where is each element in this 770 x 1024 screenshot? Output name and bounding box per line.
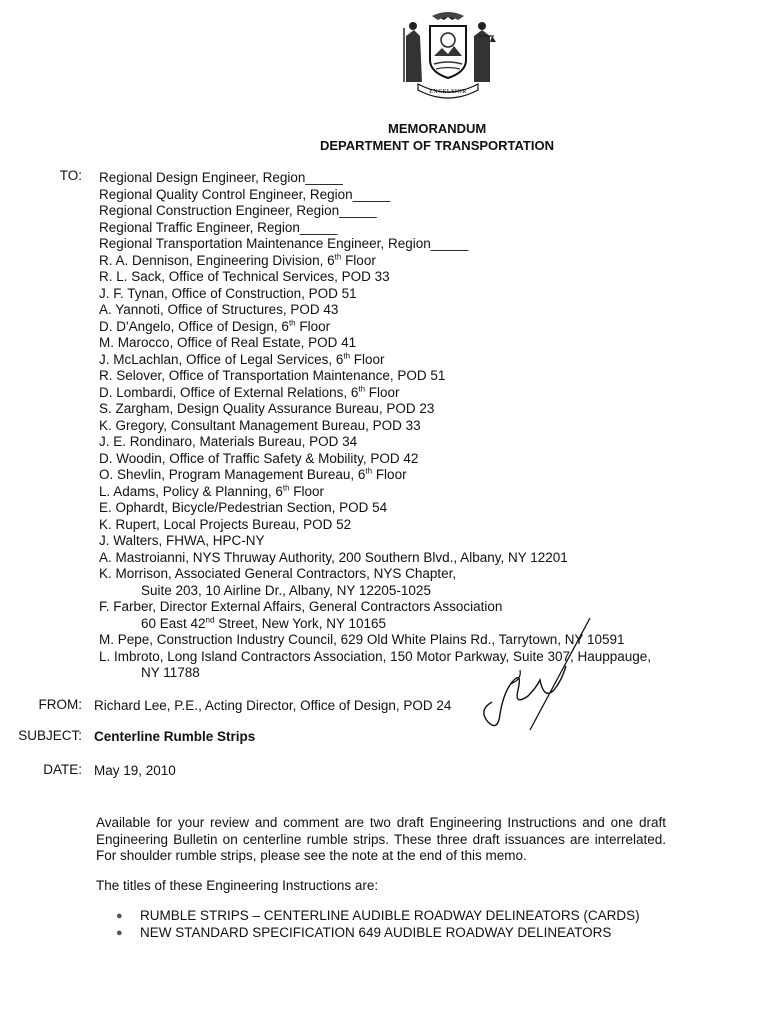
recipient-item-continued: 60 East 42nd Street, New York, NY 10165 bbox=[141, 615, 387, 631]
recipient-item: A. Mastroianni, NYS Thruway Authority, 200 Southern Blvd., Albany, NY 12201 bbox=[99, 549, 568, 565]
seal-motto: EXCELSIOR bbox=[429, 89, 467, 95]
subject-value: Centerline Rumble Strips bbox=[94, 729, 256, 744]
signature-icon bbox=[470, 610, 600, 740]
recipient-item: Regional Construction Engineer, Region_____ bbox=[99, 203, 377, 218]
recipient-list bbox=[99, 170, 651, 682]
recipient-item: D. D'Angelo, Office of Design, 6th Floor bbox=[99, 318, 331, 334]
recipient-item: F. Farber, Director External Affairs, General Contractors Association bbox=[99, 599, 503, 614]
recipient-item: D. Lombardi, Office of External Relations, 6th Floor bbox=[99, 384, 400, 400]
recipient-item: M. Marocco, Office of Real Estate, POD 41 bbox=[99, 335, 357, 350]
bullet-icon: ● bbox=[116, 927, 123, 939]
recipient-item: K. Rupert, Local Projects Bureau, POD 52 bbox=[99, 516, 352, 532]
instruction-list bbox=[116, 908, 640, 941]
memo-heading: MEMORANDUM bbox=[388, 121, 487, 136]
recipient-item: S. Zargham, Design Quality Assurance Bureau, POD 23 bbox=[99, 401, 435, 416]
list-item bbox=[116, 908, 640, 924]
recipient-item: R. Selover, Office of Transportation Maintenance, POD 51 bbox=[99, 368, 446, 383]
list-item-text: RUMBLE STRIPS – CENTERLINE AUDIBLE ROADWAY DELINEATORS (CARDS) bbox=[140, 908, 640, 923]
list-item-text: NEW STANDARD SPECIFICATION 649 AUDIBLE ROADWAY DELINEATORS bbox=[140, 925, 612, 940]
recipient-item: A. Yannoti, Office of Structures, POD 43 bbox=[99, 302, 339, 317]
date-value: May 19, 2010 bbox=[94, 763, 176, 778]
recipient-item: R. L. Sack, Office of Technical Services, POD 33 bbox=[99, 269, 390, 284]
recipient-item: K. Morrison, Associated General Contractors, NYS Chapter, bbox=[99, 566, 457, 581]
recipient-item: R. A. Dennison, Engineering Division, 6th Floor bbox=[99, 252, 376, 268]
recipient-item: Regional Design Engineer, Region_____ bbox=[99, 170, 343, 185]
to-label: TO: bbox=[59, 168, 82, 183]
recipient-item: E. Ophardt, Bicycle/Pedestrian Section, POD 54 bbox=[99, 500, 388, 515]
recipient-item-continued: NY 11788 bbox=[141, 665, 200, 680]
recipient-item: Regional Traffic Engineer, Region_____ bbox=[99, 219, 338, 235]
recipient-item: M. Pepe, Construction Industry Council, 629 Old White Plains Rd., Tarrytown, NY 10591 bbox=[99, 632, 625, 647]
recipient-item: J. Walters, FHWA, HPC-NY bbox=[99, 533, 265, 548]
state-seal-icon bbox=[392, 8, 504, 100]
recipient-item: L. Imbroto, Long Island Contractors Association, 150 Motor Parkway, Suite 307, Hauppauge, bbox=[99, 648, 652, 664]
recipient-item: Regional Transportation Maintenance Engineer, Region_____ bbox=[99, 236, 469, 251]
recipient-item-continued: Suite 203, 10 Airline Dr., Albany, NY 12205-1025 bbox=[141, 582, 431, 598]
recipient-item: O. Shevlin, Program Management Bureau, 6th Floor bbox=[99, 466, 407, 482]
recipient-item: J. F. Tynan, Office of Construction, POD 51 bbox=[99, 285, 357, 301]
recipient-item: J. McLachlan, Office of Legal Services, 6th Floor bbox=[99, 351, 385, 367]
recipient-item: J. E. Rondinaro, Materials Bureau, POD 34 bbox=[99, 434, 358, 449]
bullet-icon: ● bbox=[116, 910, 123, 922]
date-label: DATE: bbox=[43, 762, 82, 777]
subject-label: SUBJECT: bbox=[18, 728, 82, 743]
recipient-item: K. Gregory, Consultant Management Bureau, POD 33 bbox=[99, 417, 421, 433]
from-label: FROM: bbox=[38, 697, 82, 712]
recipient-item: D. Woodin, Office of Traffic Safety & Mobility, POD 42 bbox=[99, 450, 419, 466]
body-paragraph: Available for your review and comment are two draft Engineering Instructions and one draft Engineering Bulletin on centerline rumble strips. These three draft issuances are interrelated. For shoulder rumble strips, please see the note at the end of this memo. bbox=[96, 815, 666, 863]
list-item bbox=[116, 925, 640, 941]
recipient-item: L. Adams, Policy & Planning, 6th Floor bbox=[99, 483, 325, 499]
from-value: Richard Lee, P.E., Acting Director, Office of Design, POD 24 bbox=[94, 698, 452, 713]
titles-intro: The titles of these Engineering Instructions are: bbox=[96, 878, 379, 893]
recipient-item: Regional Quality Control Engineer, Region_____ bbox=[99, 186, 391, 202]
department-heading: DEPARTMENT OF TRANSPORTATION bbox=[320, 138, 554, 153]
